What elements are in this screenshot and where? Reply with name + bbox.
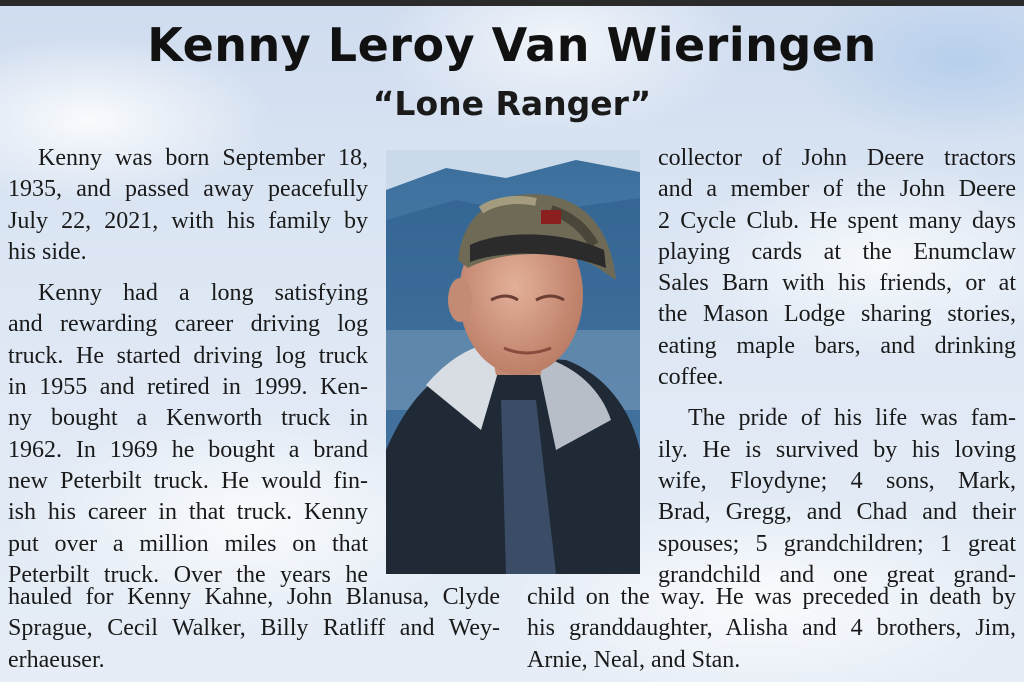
text-line: The pride of his life was fam- xyxy=(688,405,1016,432)
text-line: his side. xyxy=(8,238,87,265)
text-line: the Mason Lodge sharing stories, xyxy=(658,301,1016,328)
text-line: spouses; 5 grandchildren; 1 great xyxy=(658,530,1016,557)
bottom-right-text xyxy=(527,582,1016,676)
paragraph-career xyxy=(8,278,368,591)
bottom-left-text xyxy=(8,582,500,676)
text-line: Peterbilt truck. Over the years he xyxy=(8,561,368,588)
text-line: 2 Cycle Club. He spent many days xyxy=(658,207,1016,234)
text-line: Kenny was born September 18, xyxy=(38,145,368,171)
text-line: collector of John Deere tractors xyxy=(658,145,1016,171)
text-line: new Peterbilt truck. He would fin- xyxy=(8,467,368,494)
paragraph-hobbies xyxy=(658,143,1016,393)
text-line: eating maple bars, and drinking xyxy=(658,332,1016,359)
left-column xyxy=(8,143,368,591)
text-line: 1935, and passed away peacefully xyxy=(8,176,368,203)
text-line: erhaeuser. xyxy=(8,646,105,673)
text-line: and a member of the John Deere xyxy=(658,176,1016,203)
obituary-name: Kenny Leroy Van Wieringen xyxy=(147,18,877,72)
right-column xyxy=(658,143,1016,591)
text-line: grandchild and one great grand- xyxy=(658,561,1016,588)
text-line: Sprague, Cecil Walker, Billy Ratliff and Wey- xyxy=(8,615,500,642)
text-line: Kenny had a long satisfying xyxy=(38,280,368,307)
text-line: child on the way. He was preceded in death by xyxy=(527,584,1016,610)
text-line: July 22, 2021, with his family by xyxy=(8,207,368,234)
portrait-photo xyxy=(386,150,640,574)
text-line: ily. He is survived by his loving xyxy=(658,436,1016,463)
obituary-nickname: “Lone Ranger” xyxy=(372,84,652,123)
text-line: Arnie, Neal, and Stan. xyxy=(527,646,741,673)
text-line: Brad, Gregg, and Chad and their xyxy=(658,499,1016,526)
paragraph-birth xyxy=(8,143,368,268)
text-line: in 1955 and retired in 1999. Ken- xyxy=(8,374,368,401)
text-line: Sales Barn with his friends, or at xyxy=(658,270,1016,297)
text-line: wife, Floydyne; 4 sons, Mark, xyxy=(658,467,1016,494)
text-line: put over a million miles on that xyxy=(8,530,368,557)
top-rule xyxy=(0,0,1024,6)
text-line: ish his career in that truck. Kenny xyxy=(8,499,368,526)
text-line: coffee. xyxy=(658,364,724,391)
text-line: playing cards at the Enumclaw xyxy=(658,238,1016,265)
paragraph-family xyxy=(658,403,1016,591)
text-line: and rewarding career driving log xyxy=(8,311,368,338)
text-line: hauled for Kenny Kahne, John Blanusa, Clyde xyxy=(8,584,500,610)
text-line: truck. He started driving log truck xyxy=(8,342,368,369)
text-line: 1962. In 1969 he bought a brand xyxy=(8,436,368,463)
text-line: his granddaughter, Alisha and 4 brothers, Jim, xyxy=(527,615,1016,642)
text-line: ny bought a Kenworth truck in xyxy=(8,405,368,432)
